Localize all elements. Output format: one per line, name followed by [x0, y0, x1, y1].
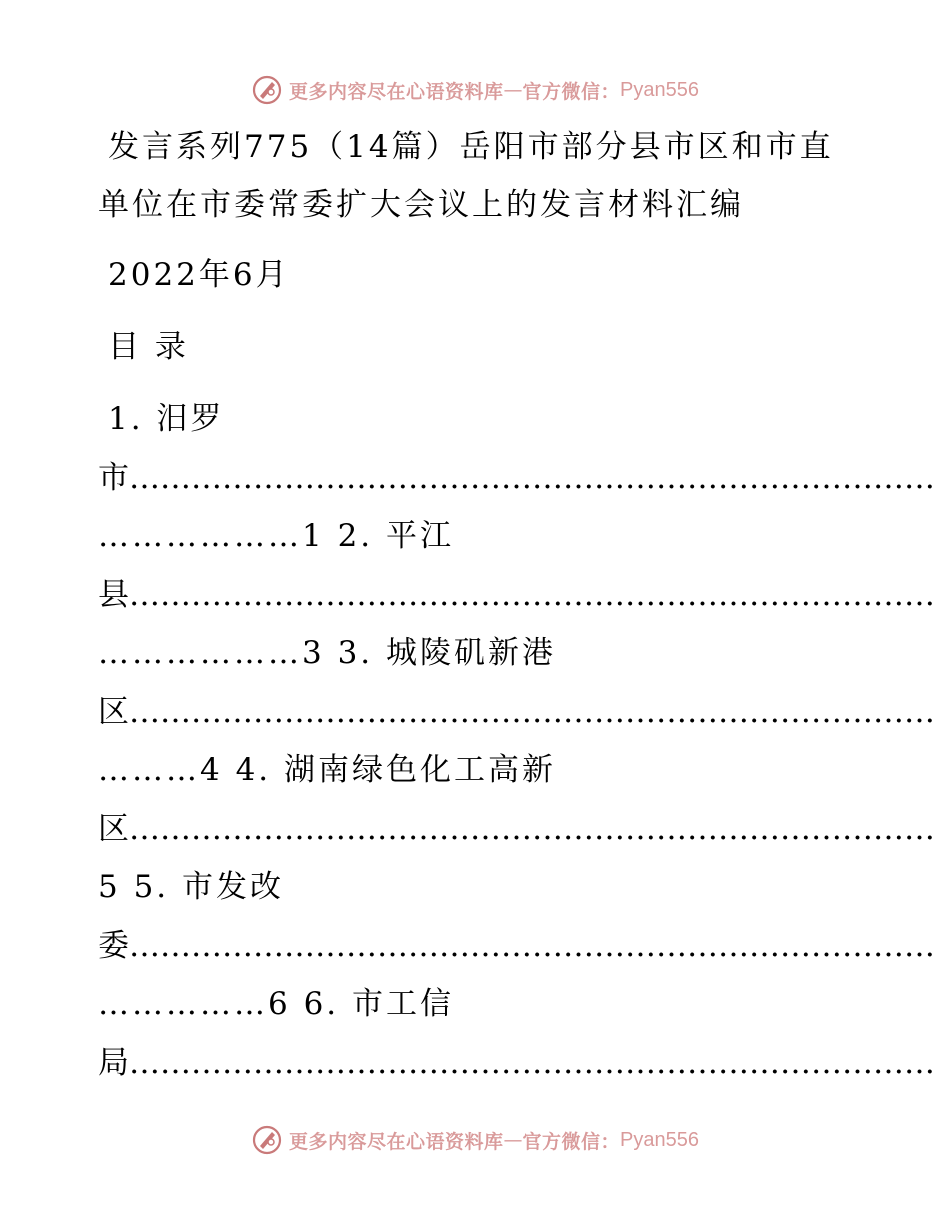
pen-circle-logo-icon	[251, 1124, 283, 1156]
document-date: 2022年6月	[108, 257, 290, 293]
watermark-id: Pyan556	[620, 1128, 699, 1151]
toc-line: ………4 4. 湖南绿色化工高新	[98, 752, 557, 788]
title-line-2: 单位在市委常委扩大会议上的发言材料汇编	[98, 187, 744, 223]
watermark-label: 官方微信：	[522, 1130, 621, 1153]
toc-line: 区……………………………………………………………………	[98, 693, 935, 730]
toc-line: 市……………………………………………………………………	[98, 459, 935, 496]
toc-line: ……………6 6. 市工信	[98, 986, 455, 1022]
watermark-separator: —	[503, 1129, 523, 1151]
pen-circle-logo-icon	[251, 74, 283, 106]
watermark-text: 更多内容尽在心语资料库	[289, 80, 504, 103]
watermark-text: 更多内容尽在心语资料库	[289, 1130, 504, 1153]
toc-line: 1. 汨罗	[108, 401, 225, 437]
watermark-footer	[0, 1120, 950, 1160]
toc-line: ………………1 2. 平江	[98, 518, 455, 554]
document-body	[98, 118, 935, 1092]
toc-line: ………………3 3. 城陵矶新港	[98, 635, 557, 671]
watermark-label: 官方微信：	[522, 80, 621, 103]
title-line-1: 发言系列775（14篇）岳阳市部分县市区和市直	[108, 129, 834, 165]
toc-line: 委……………………………………………………………………	[98, 927, 935, 964]
watermark-separator: —	[503, 79, 523, 101]
toc-heading: 目 录	[108, 329, 189, 365]
toc-line: 县……………………………………………………………………	[98, 576, 935, 613]
watermark-id: Pyan556	[620, 78, 699, 101]
table-of-contents	[98, 390, 935, 1092]
toc-line: 局……………………………………………………………………	[98, 1044, 935, 1081]
toc-line: 5 5. 市发改	[98, 869, 285, 905]
toc-line: 区……………………………………………………………………	[98, 810, 935, 847]
watermark-header	[0, 70, 950, 110]
